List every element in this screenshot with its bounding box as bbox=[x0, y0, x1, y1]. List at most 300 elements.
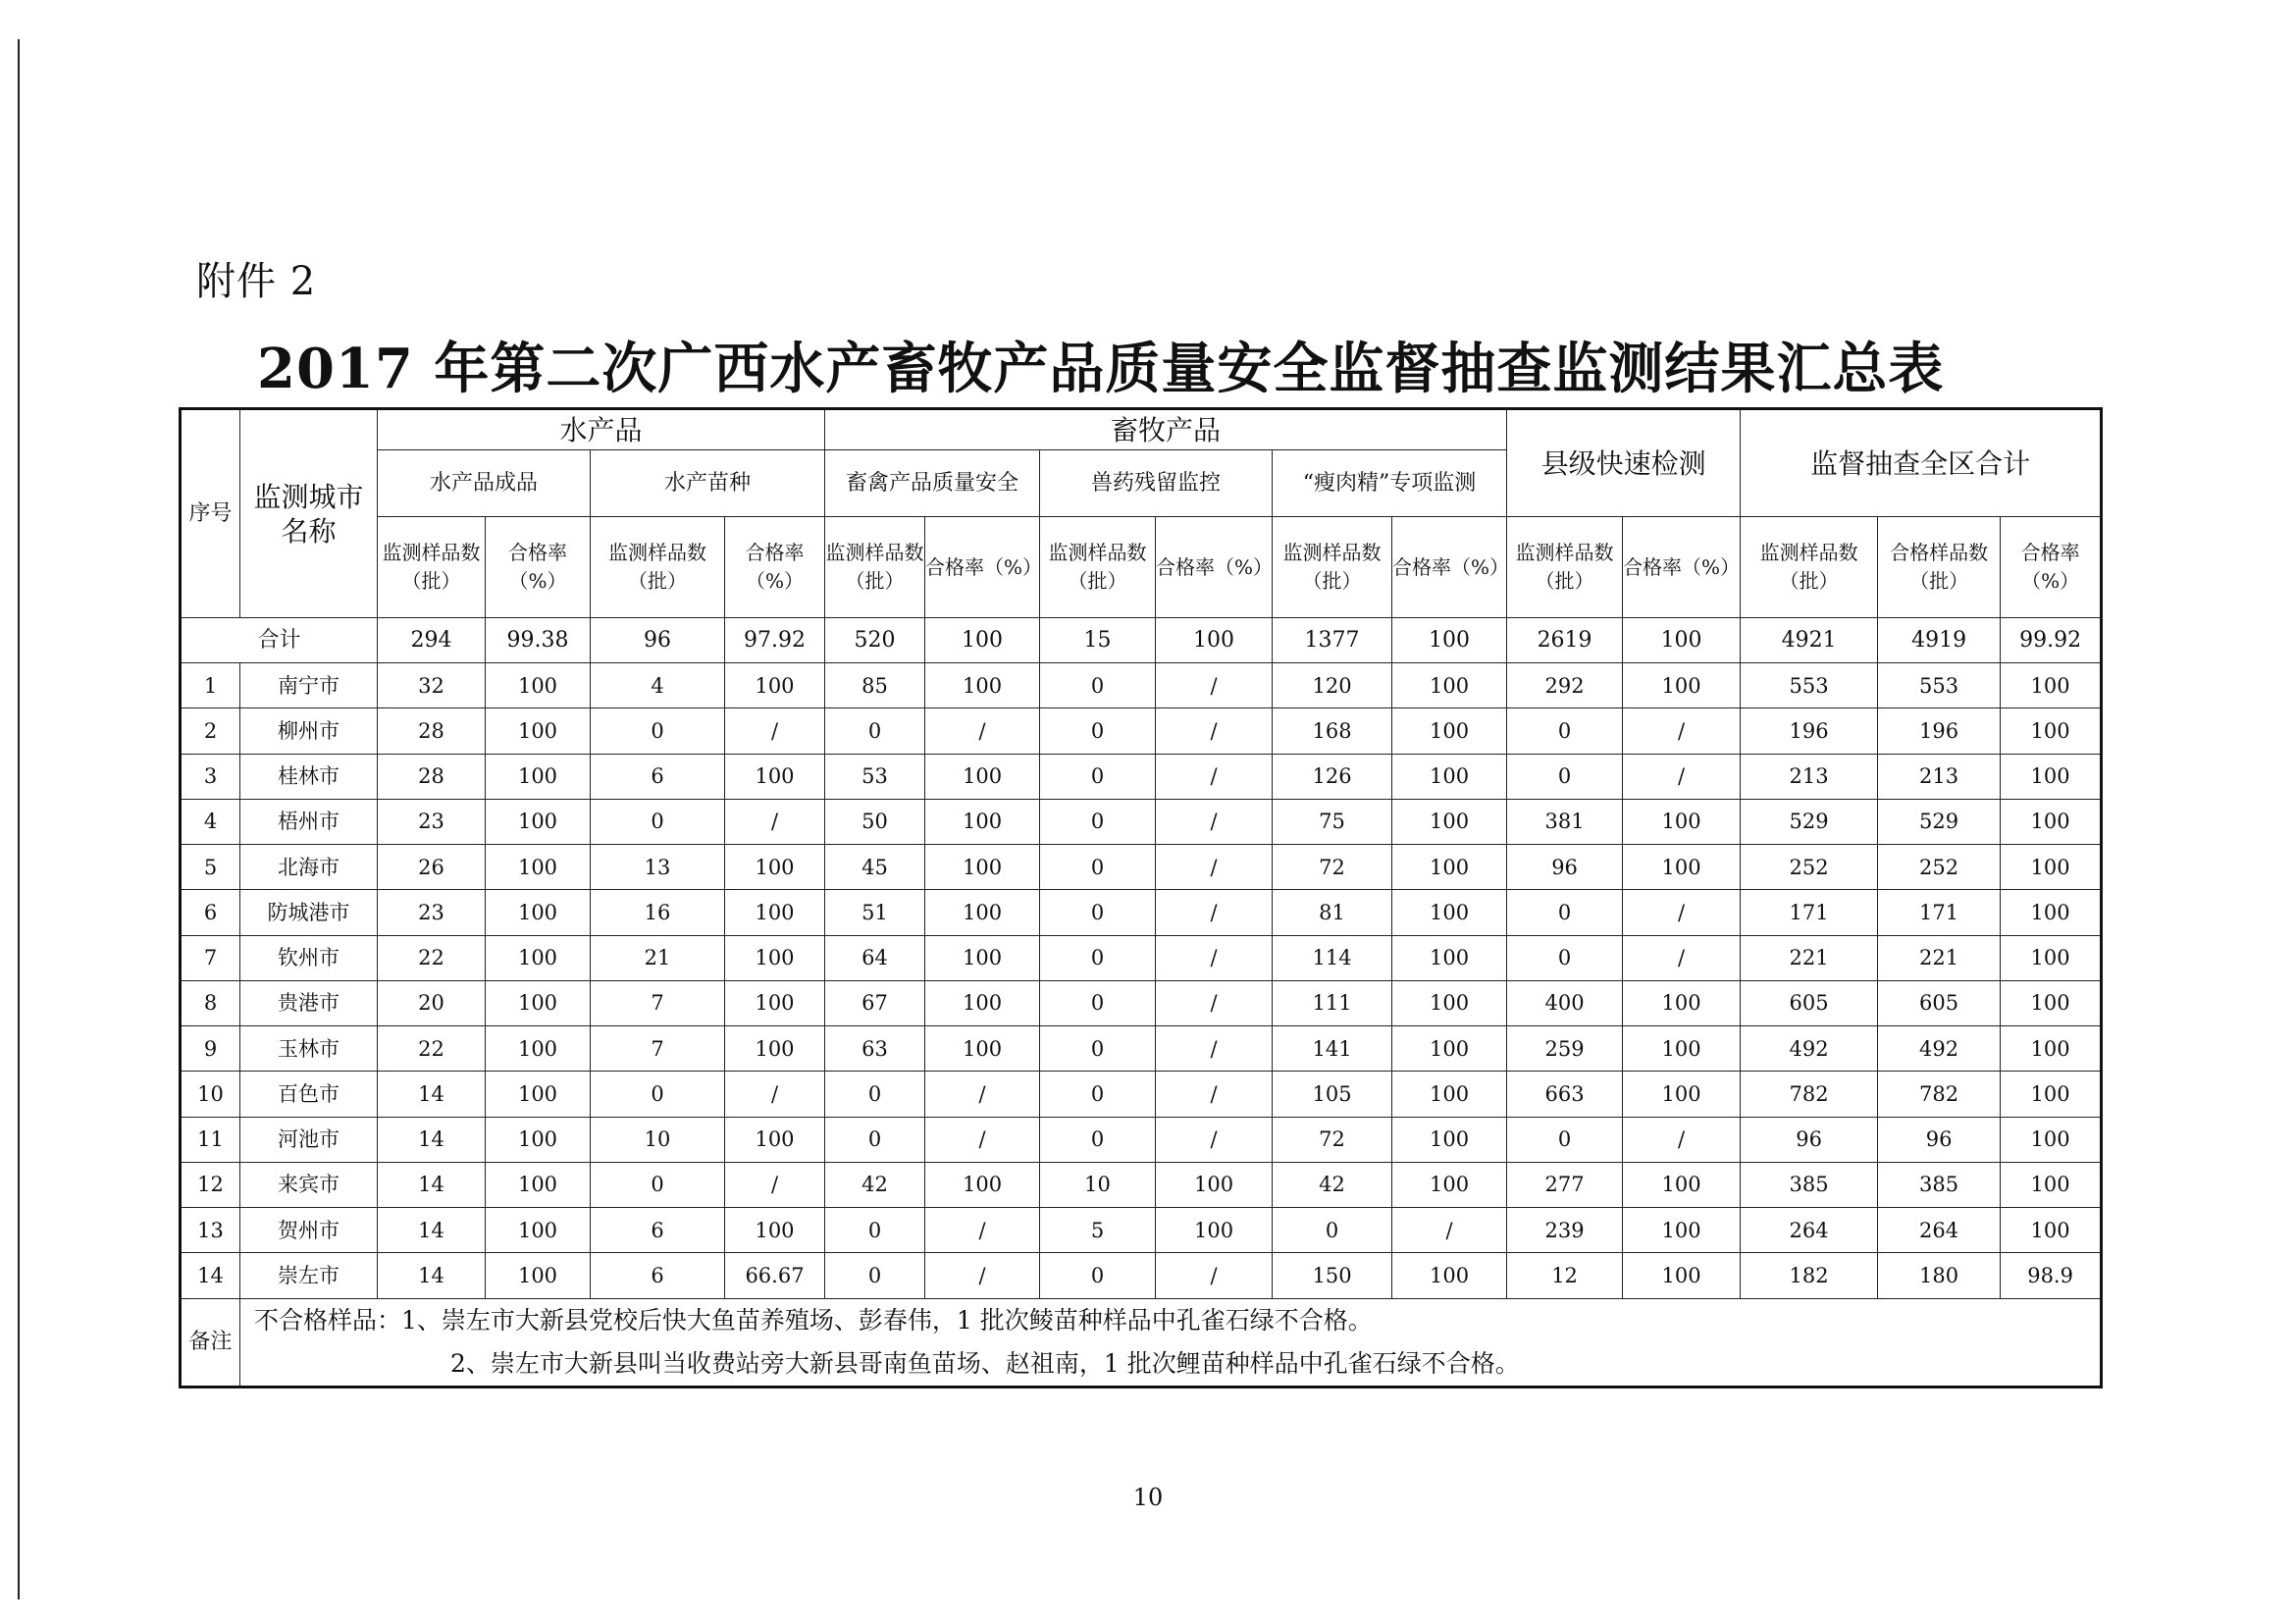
page-margin-line bbox=[18, 39, 20, 1599]
data-cell: 100 bbox=[486, 663, 591, 708]
data-cell: 100 bbox=[486, 935, 591, 980]
data-cell: 0 bbox=[1040, 1117, 1156, 1162]
notes-content bbox=[240, 1298, 2102, 1387]
data-cell: 22 bbox=[378, 1026, 486, 1072]
data-cell: 100 bbox=[2001, 663, 2102, 708]
data-cell: 45 bbox=[825, 845, 925, 890]
data-cell: 100 bbox=[486, 890, 591, 935]
data-cell: / bbox=[1156, 1072, 1273, 1117]
data-cell: 28 bbox=[378, 708, 486, 754]
data-cell: 100 bbox=[725, 890, 825, 935]
data-cell: 126 bbox=[1273, 754, 1392, 799]
row-number: 4 bbox=[181, 799, 240, 844]
data-cell: 21 bbox=[591, 935, 725, 980]
header-poultry-safety: 畜禽产品质量安全 bbox=[825, 450, 1040, 517]
data-cell: 663 bbox=[1507, 1072, 1623, 1117]
data-cell: 782 bbox=[1741, 1072, 1878, 1117]
data-cell: 100 bbox=[925, 754, 1040, 799]
table-row bbox=[181, 708, 2102, 754]
data-cell: / bbox=[1156, 935, 1273, 980]
data-cell: 12 bbox=[1507, 1253, 1623, 1298]
data-cell: 63 bbox=[825, 1026, 925, 1072]
data-cell: 553 bbox=[1878, 663, 2001, 708]
data-cell: 492 bbox=[1878, 1026, 2001, 1072]
table-row bbox=[181, 1026, 2102, 1072]
data-cell: / bbox=[1623, 1117, 1741, 1162]
header-vet-residue: 兽药残留监控 bbox=[1040, 450, 1273, 517]
data-cell: 180 bbox=[1878, 1253, 2001, 1298]
data-cell: / bbox=[925, 1117, 1040, 1162]
total-cell: 2619 bbox=[1507, 618, 1623, 663]
total-label: 合计 bbox=[181, 618, 378, 663]
row-number: 7 bbox=[181, 935, 240, 980]
data-cell: 100 bbox=[925, 799, 1040, 844]
data-cell: 100 bbox=[1392, 890, 1507, 935]
row-number: 3 bbox=[181, 754, 240, 799]
data-cell: 42 bbox=[1273, 1162, 1392, 1207]
data-cell: 292 bbox=[1507, 663, 1623, 708]
data-cell: 100 bbox=[1392, 799, 1507, 844]
data-cell: 0 bbox=[1507, 1117, 1623, 1162]
data-cell: 100 bbox=[925, 980, 1040, 1025]
data-cell: 100 bbox=[486, 708, 591, 754]
data-cell: 100 bbox=[725, 935, 825, 980]
data-cell: 98.9 bbox=[2001, 1253, 2102, 1298]
table-row bbox=[181, 1253, 2102, 1298]
data-cell: 16 bbox=[591, 890, 725, 935]
data-cell: 221 bbox=[1878, 935, 2001, 980]
total-cell: 15 bbox=[1040, 618, 1156, 663]
city-name: 柳州市 bbox=[240, 708, 378, 754]
data-cell: 259 bbox=[1507, 1026, 1623, 1072]
city-name: 玉林市 bbox=[240, 1026, 378, 1072]
total-cell: 97.92 bbox=[725, 618, 825, 663]
row-number: 2 bbox=[181, 708, 240, 754]
data-cell: 96 bbox=[1741, 1117, 1878, 1162]
header-pass-rate: 合格率（%） bbox=[725, 517, 825, 618]
data-cell: 100 bbox=[1623, 1072, 1741, 1117]
data-cell: / bbox=[1156, 708, 1273, 754]
data-cell: 150 bbox=[1273, 1253, 1392, 1298]
data-cell: 100 bbox=[2001, 935, 2102, 980]
header-pass-rate: 合格率（%） bbox=[1392, 517, 1507, 618]
total-cell: 520 bbox=[825, 618, 925, 663]
data-cell: / bbox=[1156, 890, 1273, 935]
data-cell: 100 bbox=[486, 1208, 591, 1253]
data-cell: 400 bbox=[1507, 980, 1623, 1025]
header-qualified-count: 合格样品数（批） bbox=[1878, 517, 2001, 618]
data-cell: 66.67 bbox=[725, 1253, 825, 1298]
data-cell: 100 bbox=[1392, 935, 1507, 980]
data-cell: 0 bbox=[825, 1208, 925, 1253]
data-cell: 100 bbox=[486, 1162, 591, 1207]
data-cell: 100 bbox=[1392, 1026, 1507, 1072]
data-cell: 100 bbox=[1392, 1162, 1507, 1207]
header-seq: 序号 bbox=[181, 409, 240, 618]
data-cell: 252 bbox=[1741, 845, 1878, 890]
data-cell: 100 bbox=[2001, 980, 2102, 1025]
header-sample-count: 监测样品数（批） bbox=[825, 517, 925, 618]
row-number: 12 bbox=[181, 1162, 240, 1207]
table-row bbox=[181, 980, 2102, 1025]
data-cell: 72 bbox=[1273, 845, 1392, 890]
data-cell: 96 bbox=[1878, 1117, 2001, 1162]
total-cell: 100 bbox=[1156, 618, 1273, 663]
data-cell: 168 bbox=[1273, 708, 1392, 754]
total-cell: 96 bbox=[591, 618, 725, 663]
data-cell: 105 bbox=[1273, 1072, 1392, 1117]
city-name: 百色市 bbox=[240, 1072, 378, 1117]
data-cell: / bbox=[725, 799, 825, 844]
data-cell: 100 bbox=[925, 1162, 1040, 1207]
data-cell: / bbox=[1623, 708, 1741, 754]
note-line-1: 不合格样品：1、崇左市大新县党校后快大鱼苗养殖场、彭春伟，1 批次鲮苗种样品中孔雀石绿不合格。 bbox=[254, 1306, 1373, 1335]
data-cell: 196 bbox=[1741, 708, 1878, 754]
data-cell: 100 bbox=[1392, 1117, 1507, 1162]
data-cell: 100 bbox=[486, 754, 591, 799]
data-cell: 213 bbox=[1741, 754, 1878, 799]
table-row bbox=[181, 1072, 2102, 1117]
data-cell: 6 bbox=[591, 1208, 725, 1253]
data-cell: 213 bbox=[1878, 754, 2001, 799]
city-name: 桂林市 bbox=[240, 754, 378, 799]
data-cell: 0 bbox=[1040, 1026, 1156, 1072]
data-cell: 100 bbox=[1156, 1208, 1273, 1253]
data-cell: 782 bbox=[1878, 1072, 2001, 1117]
row-number: 6 bbox=[181, 890, 240, 935]
data-cell: 14 bbox=[378, 1208, 486, 1253]
row-number: 8 bbox=[181, 980, 240, 1025]
city-name: 来宾市 bbox=[240, 1162, 378, 1207]
data-cell: 605 bbox=[1878, 980, 2001, 1025]
table-row bbox=[181, 1208, 2102, 1253]
header-sample-count: 监测样品数（批） bbox=[1273, 517, 1392, 618]
data-cell: / bbox=[1392, 1208, 1507, 1253]
row-number: 13 bbox=[181, 1208, 240, 1253]
data-cell: 53 bbox=[825, 754, 925, 799]
data-cell: 114 bbox=[1273, 935, 1392, 980]
notes-row bbox=[181, 1298, 2102, 1387]
data-cell: / bbox=[1156, 663, 1273, 708]
row-number: 14 bbox=[181, 1253, 240, 1298]
data-cell: 100 bbox=[2001, 890, 2102, 935]
data-cell: / bbox=[1623, 754, 1741, 799]
header-pass-rate: 合格率（%） bbox=[1623, 517, 1741, 618]
data-cell: 100 bbox=[486, 1026, 591, 1072]
data-cell: 100 bbox=[1623, 1253, 1741, 1298]
header-aquatic-finished: 水产品成品 bbox=[378, 450, 591, 517]
data-cell: 239 bbox=[1507, 1208, 1623, 1253]
header-county-rapid-test: 县级快速检测 bbox=[1507, 409, 1741, 517]
data-cell: 0 bbox=[591, 1072, 725, 1117]
data-cell: / bbox=[1156, 980, 1273, 1025]
data-cell: 0 bbox=[825, 1072, 925, 1117]
data-cell: 75 bbox=[1273, 799, 1392, 844]
header-pass-rate: 合格率（%） bbox=[925, 517, 1040, 618]
city-name: 贵港市 bbox=[240, 980, 378, 1025]
data-cell: 20 bbox=[378, 980, 486, 1025]
data-cell: 0 bbox=[591, 1162, 725, 1207]
data-cell: 10 bbox=[1040, 1162, 1156, 1207]
data-cell: 492 bbox=[1741, 1026, 1878, 1072]
data-cell: 100 bbox=[725, 754, 825, 799]
header-aquatic-seedling: 水产苗种 bbox=[591, 450, 825, 517]
data-cell: 32 bbox=[378, 663, 486, 708]
data-cell: / bbox=[1156, 1026, 1273, 1072]
data-cell: 100 bbox=[1156, 1162, 1273, 1207]
data-cell: 13 bbox=[591, 845, 725, 890]
data-cell: 100 bbox=[2001, 1117, 2102, 1162]
data-cell: 6 bbox=[591, 1253, 725, 1298]
data-cell: 5 bbox=[1040, 1208, 1156, 1253]
data-cell: 553 bbox=[1741, 663, 1878, 708]
data-cell: 100 bbox=[2001, 845, 2102, 890]
data-cell: 100 bbox=[725, 845, 825, 890]
header-aquatic: 水产品 bbox=[378, 409, 825, 450]
data-cell: 100 bbox=[2001, 1072, 2102, 1117]
data-cell: / bbox=[725, 1162, 825, 1207]
data-cell: 0 bbox=[1507, 890, 1623, 935]
data-cell: 0 bbox=[591, 799, 725, 844]
total-cell: 100 bbox=[1623, 618, 1741, 663]
total-cell: 1377 bbox=[1273, 618, 1392, 663]
data-cell: 100 bbox=[925, 1026, 1040, 1072]
data-cell: 42 bbox=[825, 1162, 925, 1207]
data-cell: / bbox=[1623, 890, 1741, 935]
table-row bbox=[181, 1162, 2102, 1207]
data-cell: 100 bbox=[2001, 1162, 2102, 1207]
data-cell: 26 bbox=[378, 845, 486, 890]
data-cell: 100 bbox=[725, 1208, 825, 1253]
data-cell: 0 bbox=[1040, 890, 1156, 935]
table-row bbox=[181, 890, 2102, 935]
data-cell: 100 bbox=[925, 663, 1040, 708]
data-cell: 100 bbox=[1623, 980, 1741, 1025]
data-cell: 100 bbox=[725, 663, 825, 708]
data-cell: 605 bbox=[1741, 980, 1878, 1025]
data-cell: 529 bbox=[1741, 799, 1878, 844]
data-cell: 0 bbox=[1507, 754, 1623, 799]
data-cell: / bbox=[1623, 935, 1741, 980]
city-name: 河池市 bbox=[240, 1117, 378, 1162]
data-cell: 120 bbox=[1273, 663, 1392, 708]
table-row bbox=[181, 799, 2102, 844]
document-title: 2017 年第二次广西水产畜牧产品质量安全监督抽查监测结果汇总表 bbox=[257, 337, 1945, 401]
table-row bbox=[181, 1117, 2102, 1162]
data-cell: 100 bbox=[1392, 980, 1507, 1025]
data-cell: 171 bbox=[1741, 890, 1878, 935]
data-cell: 22 bbox=[378, 935, 486, 980]
header-sample-count: 监测样品数（批） bbox=[1741, 517, 1878, 618]
data-cell: 100 bbox=[725, 1026, 825, 1072]
header-pass-rate: 合格率（%） bbox=[1156, 517, 1273, 618]
city-name: 钦州市 bbox=[240, 935, 378, 980]
data-cell: 100 bbox=[2001, 708, 2102, 754]
city-name: 梧州市 bbox=[240, 799, 378, 844]
data-cell: 381 bbox=[1507, 799, 1623, 844]
header-sample-count: 监测样品数（批） bbox=[1507, 517, 1623, 618]
data-cell: 100 bbox=[1392, 1072, 1507, 1117]
data-cell: 196 bbox=[1878, 708, 2001, 754]
data-cell: / bbox=[925, 1208, 1040, 1253]
data-cell: 100 bbox=[925, 890, 1040, 935]
total-cell: 99.92 bbox=[2001, 618, 2102, 663]
data-cell: 0 bbox=[825, 1117, 925, 1162]
data-cell: 85 bbox=[825, 663, 925, 708]
note-line-2: 2、崇左市大新县叫当收费站旁大新县哥南鱼苗场、赵祖南，1 批次鲤苗种样品中孔雀石绿不合格。 bbox=[450, 1348, 1520, 1378]
header-sample-count: 监测样品数（批） bbox=[378, 517, 486, 618]
data-cell: 0 bbox=[1040, 799, 1156, 844]
total-row bbox=[181, 618, 2102, 663]
data-cell: / bbox=[1156, 845, 1273, 890]
data-cell: 0 bbox=[1040, 708, 1156, 754]
data-cell: 277 bbox=[1507, 1162, 1623, 1207]
data-cell: 0 bbox=[1040, 1072, 1156, 1117]
data-cell: 100 bbox=[1392, 708, 1507, 754]
notes-label: 备注 bbox=[181, 1298, 240, 1387]
table-row bbox=[181, 845, 2102, 890]
data-cell: 100 bbox=[486, 1072, 591, 1117]
data-cell: 264 bbox=[1741, 1208, 1878, 1253]
data-cell: / bbox=[1156, 799, 1273, 844]
data-cell: 23 bbox=[378, 799, 486, 844]
row-number: 1 bbox=[181, 663, 240, 708]
header-pass-rate: 合格率（%） bbox=[2001, 517, 2102, 618]
data-cell: 64 bbox=[825, 935, 925, 980]
data-cell: 100 bbox=[725, 980, 825, 1025]
data-cell: 0 bbox=[1040, 980, 1156, 1025]
total-cell: 99.38 bbox=[486, 618, 591, 663]
data-cell: 23 bbox=[378, 890, 486, 935]
data-cell: / bbox=[1156, 1117, 1273, 1162]
data-cell: 0 bbox=[1040, 845, 1156, 890]
data-cell: 0 bbox=[1040, 1253, 1156, 1298]
total-cell: 4921 bbox=[1741, 618, 1878, 663]
data-cell: 14 bbox=[378, 1072, 486, 1117]
data-cell: 100 bbox=[1623, 845, 1741, 890]
header-city: 监测城市名称 bbox=[240, 409, 378, 618]
data-cell: 111 bbox=[1273, 980, 1392, 1025]
data-cell: 252 bbox=[1878, 845, 2001, 890]
data-cell: 100 bbox=[486, 799, 591, 844]
data-cell: 264 bbox=[1878, 1208, 2001, 1253]
data-cell: 100 bbox=[1392, 1253, 1507, 1298]
city-name: 崇左市 bbox=[240, 1253, 378, 1298]
data-cell: 72 bbox=[1273, 1117, 1392, 1162]
data-cell: 0 bbox=[1507, 935, 1623, 980]
data-cell: 100 bbox=[1623, 1208, 1741, 1253]
row-number: 11 bbox=[181, 1117, 240, 1162]
data-cell: 100 bbox=[2001, 799, 2102, 844]
data-cell: 10 bbox=[591, 1117, 725, 1162]
data-cell: 6 bbox=[591, 754, 725, 799]
table-row bbox=[181, 935, 2102, 980]
total-cell: 4919 bbox=[1878, 618, 2001, 663]
data-cell: 221 bbox=[1741, 935, 1878, 980]
data-cell: 14 bbox=[378, 1162, 486, 1207]
header-pass-rate: 合格率（%） bbox=[486, 517, 591, 618]
header-sample-count: 监测样品数（批） bbox=[1040, 517, 1156, 618]
data-cell: 96 bbox=[1507, 845, 1623, 890]
data-cell: 182 bbox=[1741, 1253, 1878, 1298]
data-cell: 100 bbox=[486, 1253, 591, 1298]
page-number: 10 bbox=[1132, 1484, 1164, 1511]
data-cell: 0 bbox=[1507, 708, 1623, 754]
city-name: 贺州市 bbox=[240, 1208, 378, 1253]
data-cell: 0 bbox=[1040, 935, 1156, 980]
data-cell: 81 bbox=[1273, 890, 1392, 935]
data-cell: 0 bbox=[1040, 754, 1156, 799]
city-name: 防城港市 bbox=[240, 890, 378, 935]
data-cell: 100 bbox=[1392, 754, 1507, 799]
data-cell: 171 bbox=[1878, 890, 2001, 935]
total-cell: 100 bbox=[1392, 618, 1507, 663]
data-cell: / bbox=[1156, 1253, 1273, 1298]
data-cell: 14 bbox=[378, 1117, 486, 1162]
data-cell: 7 bbox=[591, 1026, 725, 1072]
row-number: 5 bbox=[181, 845, 240, 890]
total-cell: 100 bbox=[925, 618, 1040, 663]
table-row bbox=[181, 663, 2102, 708]
data-cell: / bbox=[725, 708, 825, 754]
data-cell: 7 bbox=[591, 980, 725, 1025]
data-cell: 0 bbox=[825, 708, 925, 754]
data-cell: 28 bbox=[378, 754, 486, 799]
row-number: 9 bbox=[181, 1026, 240, 1072]
table-row bbox=[181, 754, 2102, 799]
data-cell: 100 bbox=[2001, 754, 2102, 799]
data-cell: 385 bbox=[1741, 1162, 1878, 1207]
header-livestock: 畜牧产品 bbox=[825, 409, 1507, 450]
data-cell: 50 bbox=[825, 799, 925, 844]
data-cell: 0 bbox=[1040, 663, 1156, 708]
data-cell: / bbox=[925, 1072, 1040, 1117]
data-cell: 14 bbox=[378, 1253, 486, 1298]
header-region-total: 监督抽查全区合计 bbox=[1741, 409, 2102, 517]
table-body bbox=[181, 618, 2102, 1299]
data-cell: 100 bbox=[1623, 799, 1741, 844]
results-table bbox=[179, 407, 2103, 1388]
data-cell: 0 bbox=[825, 1253, 925, 1298]
data-cell: 100 bbox=[725, 1117, 825, 1162]
data-cell: 100 bbox=[486, 845, 591, 890]
data-cell: 0 bbox=[1273, 1208, 1392, 1253]
attachment-label: 附件 2 bbox=[196, 259, 317, 304]
data-cell: / bbox=[925, 1253, 1040, 1298]
data-cell: 100 bbox=[2001, 1208, 2102, 1253]
data-cell: / bbox=[925, 708, 1040, 754]
city-name: 北海市 bbox=[240, 845, 378, 890]
data-cell: 529 bbox=[1878, 799, 2001, 844]
data-cell: 100 bbox=[925, 845, 1040, 890]
data-cell: 100 bbox=[1392, 845, 1507, 890]
data-cell: 100 bbox=[1623, 1026, 1741, 1072]
row-number: 10 bbox=[181, 1072, 240, 1117]
data-cell: 67 bbox=[825, 980, 925, 1025]
total-cell: 294 bbox=[378, 618, 486, 663]
data-cell: 100 bbox=[2001, 1026, 2102, 1072]
data-cell: 100 bbox=[1623, 663, 1741, 708]
header-lean-meat: “瘦肉精”专项监测 bbox=[1273, 450, 1507, 517]
data-cell: 100 bbox=[1392, 663, 1507, 708]
header-sample-count: 监测样品数（批） bbox=[591, 517, 725, 618]
data-cell: 385 bbox=[1878, 1162, 2001, 1207]
data-cell: 51 bbox=[825, 890, 925, 935]
data-cell: 141 bbox=[1273, 1026, 1392, 1072]
data-cell: / bbox=[725, 1072, 825, 1117]
data-cell: 100 bbox=[486, 980, 591, 1025]
city-name: 南宁市 bbox=[240, 663, 378, 708]
